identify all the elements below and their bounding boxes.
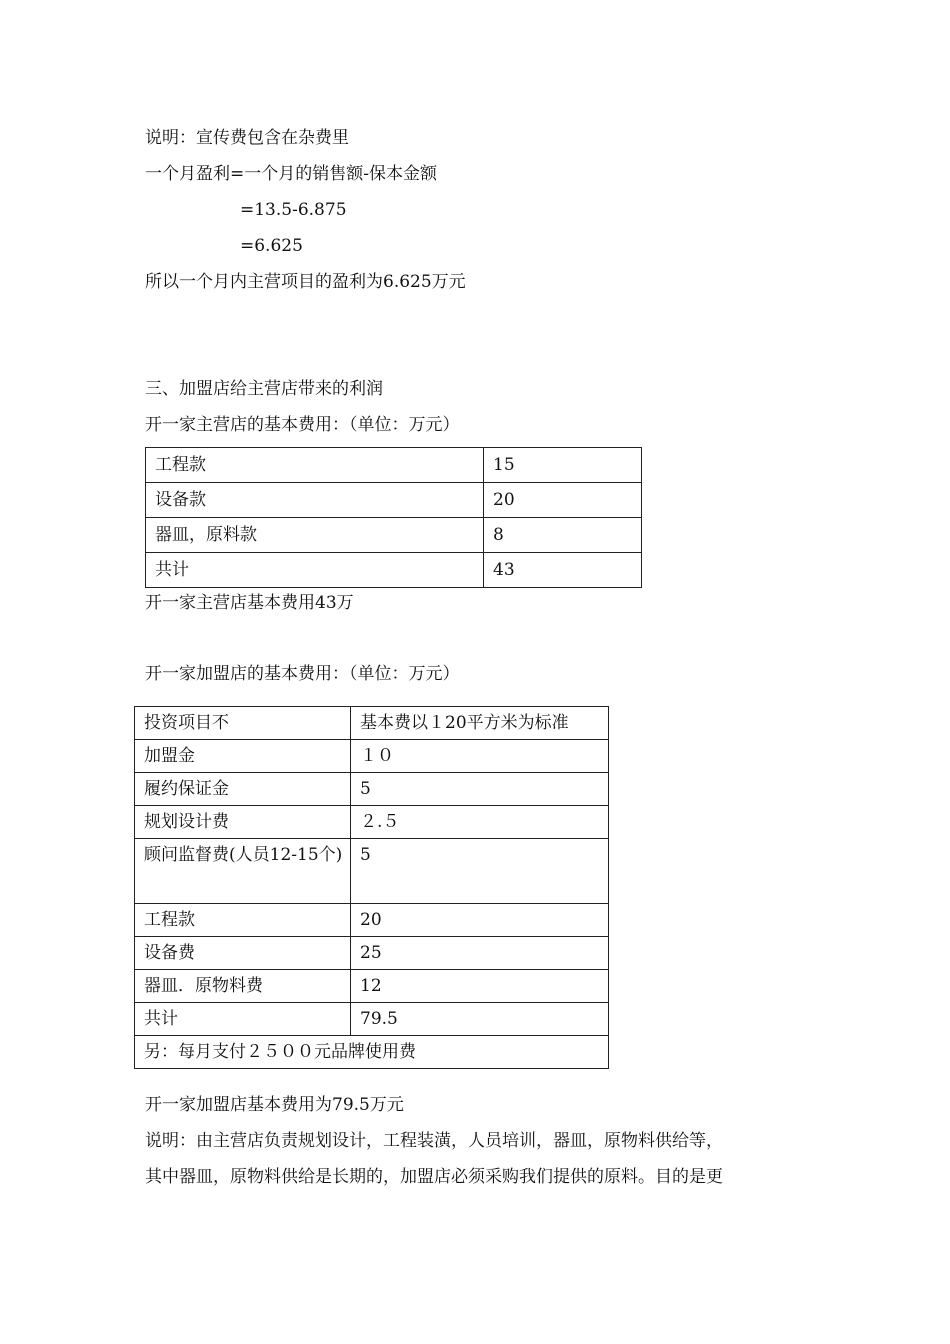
main-store-summary: 开一家主营店基本费用43万 (145, 593, 354, 613)
table-cell: 器皿．原物料费 (135, 970, 351, 1003)
table-cell: １０ (351, 740, 609, 773)
main-store-cost-table (145, 447, 642, 588)
table-footer-row (135, 1036, 609, 1069)
table-cell: 5 (351, 839, 609, 904)
table-cell: 8 (484, 518, 642, 553)
calc-line-2: =6.625 (240, 236, 303, 256)
table-cell: 工程款 (146, 448, 484, 483)
franchise-title: 开一家加盟店的基本费用：（单位：万元） (145, 664, 460, 684)
table-row (135, 970, 609, 1003)
table-row (135, 806, 609, 839)
table-footer-cell: 另：每月支付２５００元品牌使用费 (135, 1036, 609, 1069)
table-row (146, 553, 642, 588)
table-cell: 基本费以１20平方米为标准 (351, 707, 609, 740)
table-row (135, 904, 609, 937)
table-row (135, 937, 609, 970)
note-line: 说明：宣传费包含在杂费里 (145, 128, 349, 148)
table-cell: 79.5 (351, 1003, 609, 1036)
conclusion-line: 所以一个月内主营项目的盈利为6.625万元 (145, 272, 466, 292)
table-cell: 20 (484, 483, 642, 518)
table-cell: 20 (351, 904, 609, 937)
table-row (146, 448, 642, 483)
franchise-summary: 开一家加盟店基本费用为79.5万元 (145, 1095, 404, 1115)
table-cell: 43 (484, 553, 642, 588)
table-row (135, 707, 609, 740)
explain-line-1: 说明：由主营店负责规划设计，工程装潢，人员培训，器皿，原物料供给等， (145, 1131, 723, 1151)
table-row (135, 773, 609, 806)
table-cell: 器皿，原料款 (146, 518, 484, 553)
table-cell: 5 (351, 773, 609, 806)
calc-line-1: =13.5-6.875 (240, 200, 347, 220)
table-cell: 12 (351, 970, 609, 1003)
table-cell: 规划设计费 (135, 806, 351, 839)
table-row (135, 1003, 609, 1036)
table-cell: 15 (484, 448, 642, 483)
franchise-cost-table (134, 706, 609, 1069)
explain-line-2: 其中器皿，原物料供给是长期的，加盟店必须采购我们提供的原料。目的是更 (145, 1167, 723, 1187)
main-store-title: 开一家主营店的基本费用：（单位：万元） (145, 415, 460, 435)
table-cell: ２.５ (351, 806, 609, 839)
table-row (146, 483, 642, 518)
table-row (135, 839, 609, 904)
table-cell: 设备款 (146, 483, 484, 518)
table-cell: 加盟金 (135, 740, 351, 773)
table-row (146, 518, 642, 553)
table-cell: 共计 (146, 553, 484, 588)
formula-line: 一个月盈利=一个月的销售额-保本金额 (145, 164, 437, 184)
section-heading: 三、加盟店给主营店带来的利润 (145, 379, 383, 399)
table-cell: 设备费 (135, 937, 351, 970)
table-cell: 25 (351, 937, 609, 970)
table-cell: 顾问监督费(人员12-15个) (135, 839, 351, 904)
table-cell: 履约保证金 (135, 773, 351, 806)
table-row (135, 740, 609, 773)
table-cell: 工程款 (135, 904, 351, 937)
table-cell: 投资项目不 (135, 707, 351, 740)
table-cell: 共计 (135, 1003, 351, 1036)
